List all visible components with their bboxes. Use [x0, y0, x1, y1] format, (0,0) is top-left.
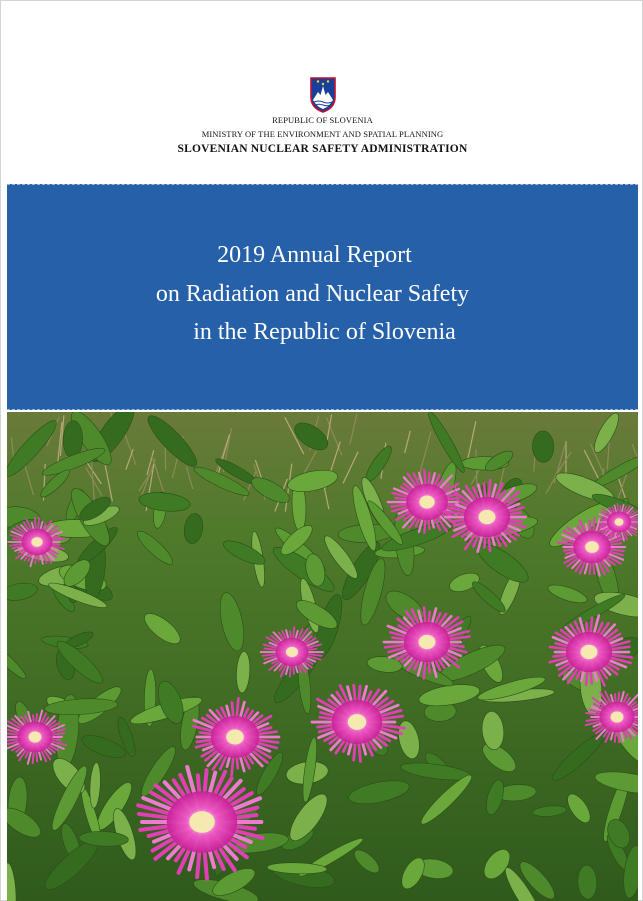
report-title-line-2: on Radiation and Nuclear Safety: [155, 281, 470, 307]
administration-label: SLOVENIAN NUCLEAR SAFETY ADMINISTRATION: [177, 143, 468, 155]
report-title-line-1: 2019 Annual Report: [217, 242, 412, 268]
title-banner: [7, 184, 638, 410]
cover-header: [7, 1, 638, 181]
cover-photo: [7, 412, 638, 901]
ministry-label: MINISTRY OF THE ENVIRONMENT AND SPATIAL PLANNING: [201, 129, 444, 139]
republic-label: REPUBLIC OF SLOVENIA: [272, 115, 373, 125]
succulent-leaf: [532, 431, 554, 463]
slovenian-coat-of-arms-icon: [309, 77, 337, 113]
report-title-line-3: in the Republic of Slovenia: [193, 319, 456, 345]
flowers-illustration: [7, 412, 638, 901]
